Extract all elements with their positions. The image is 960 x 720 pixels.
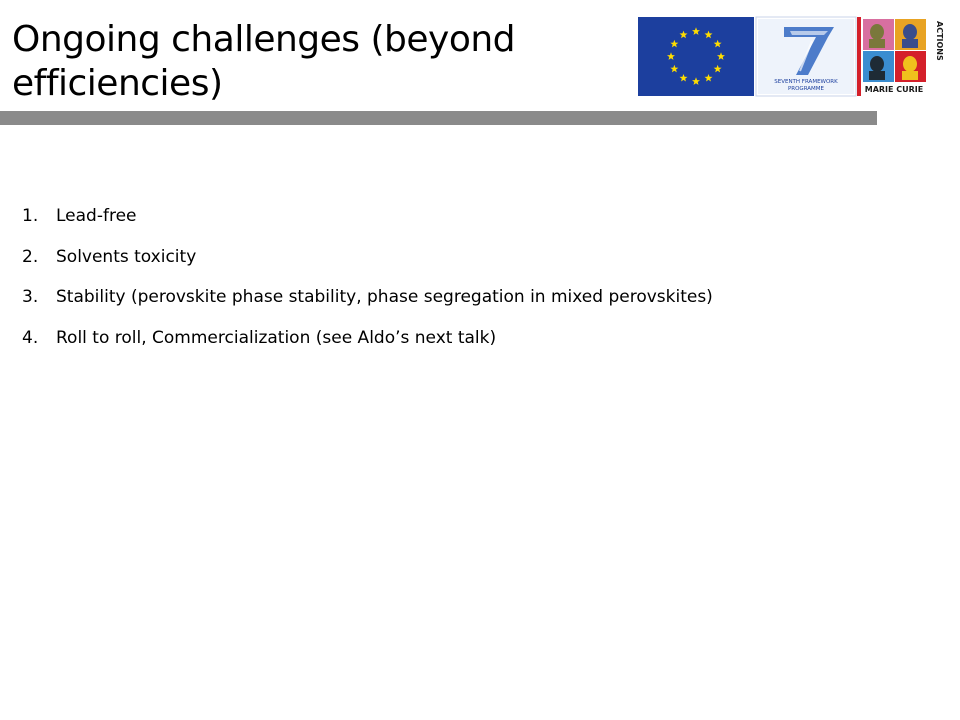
fp7-label-line1: SEVENTH FRAMEWORK (774, 79, 838, 85)
list-item-number: 4. (22, 327, 39, 348)
slide-title-line: Ongoing challenges (beyond (12, 19, 516, 60)
list-item-text: Solvents toxicity (56, 246, 197, 267)
list-item-number: 3. (22, 287, 39, 307)
eu-flag-logo (638, 17, 754, 96)
list-item (22, 287, 922, 328)
logo-strip (638, 17, 944, 96)
list-item (22, 328, 922, 369)
list-item-text: Stability (perovskite phase stability, phase segregation in mixed perovskites) (56, 287, 713, 307)
fp7-label-line2: PROGRAMME (787, 86, 825, 92)
slide-title (12, 18, 612, 106)
actions-label: ACTIONS (935, 21, 944, 61)
list-item-text: Roll to roll, Commercialization (see Aldo’s next talk) (56, 327, 497, 348)
list-item-text: Lead-free (56, 206, 137, 226)
list-item-number: 2. (22, 246, 39, 267)
fp7-logo (756, 17, 856, 96)
challenges-list (22, 206, 922, 368)
marie-curie-label: MARIE CURIE (864, 85, 924, 94)
list-item (22, 247, 922, 288)
list-item (22, 206, 922, 247)
slide-title-line: efficiencies) (12, 63, 223, 104)
list-item-number: 1. (22, 206, 39, 226)
title-divider (0, 111, 877, 125)
marie-curie-logo (857, 17, 944, 96)
